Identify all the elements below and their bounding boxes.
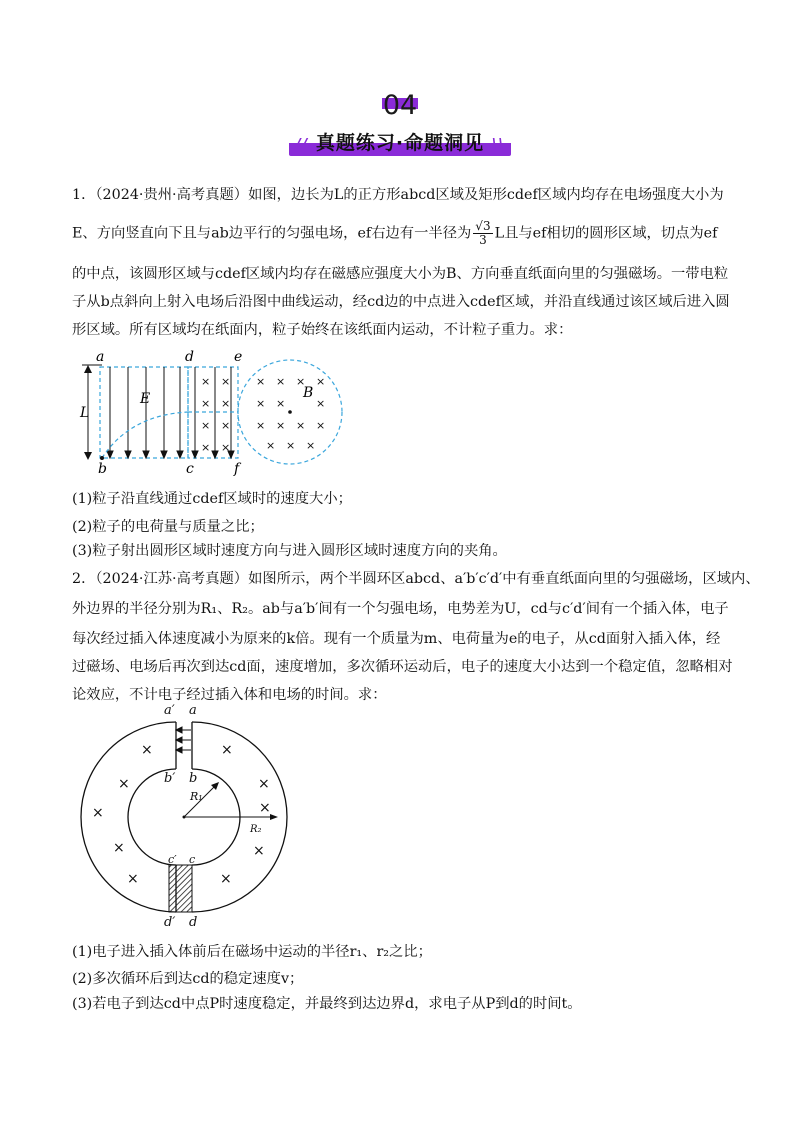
svg-text:×: × <box>201 375 211 388</box>
svg-text:×: × <box>221 397 231 410</box>
q1-label-c: c <box>186 461 194 477</box>
q2-line-2: 外边界的半径分别为R₁、R₂。ab与a′b′间有一个匀强电场，电势差为U，cd与c′d′间有一个插入体，电子 <box>72 601 729 617</box>
svg-text:×: × <box>127 871 139 887</box>
q2-label-d-prime: d′ <box>164 915 176 930</box>
svg-text:×: × <box>220 871 232 887</box>
q2-line-4: 过磁场、电场后再次到达cd面，速度增加，多次循环运动后，电子的速度大小达到一个稳定值，忽略相对 <box>72 659 733 675</box>
svg-text:×: × <box>221 419 231 432</box>
title-slash-right: \\ <box>491 135 505 153</box>
q2-label-c-prime: c′ <box>168 853 177 866</box>
q1-line-5: 形区域。所有区域均在纸面内，粒子始终在该纸面内运动，不计粒子重力。求： <box>72 322 573 338</box>
svg-text:×: × <box>221 375 231 388</box>
q2-label-a-prime: a′ <box>164 703 175 718</box>
q2-label-b: b <box>189 771 198 786</box>
q2-line-3: 每次经过插入体速度减小为原来的k倍。现有一个质量为m、电荷量为e的电子，从cd面射入插入体，经 <box>72 631 721 647</box>
q1-line-2 <box>72 220 717 247</box>
q1-field-lines <box>107 367 234 458</box>
svg-text:×: × <box>221 742 233 758</box>
svg-text:×: × <box>221 441 231 454</box>
q1-line-2a: E、方向竖直向下且与ab边平行的匀强电场，ef右边有一半径为 <box>72 225 472 242</box>
section-title <box>0 128 800 155</box>
svg-text:×: × <box>306 439 316 452</box>
q1-label-a: a <box>96 349 105 365</box>
svg-text:×: × <box>276 375 286 388</box>
svg-text:×: × <box>256 419 266 432</box>
svg-text:×: × <box>316 375 326 388</box>
q2-figure <box>70 700 300 932</box>
q1-label-f: f <box>234 461 240 477</box>
q2-label-c: c <box>189 853 196 866</box>
svg-text:×: × <box>258 776 270 792</box>
svg-text:×: × <box>201 419 211 432</box>
q1-fraction-den: 3 <box>479 233 487 247</box>
q2-label-b-prime: b′ <box>164 771 176 786</box>
q2-label-a: a <box>189 703 197 718</box>
q2-sub-1: (1)电子进入插入体前后在磁场中运动的半径r₁、r₂之比； <box>72 944 432 960</box>
q1-label-E: E <box>140 391 151 407</box>
svg-text:×: × <box>253 843 265 859</box>
q2-sub-2: (2)多次循环后到达cd的稳定速度v； <box>72 971 304 987</box>
q1-label-e: e <box>234 349 243 365</box>
q2-sub-3: (3)若电子到达cd中点P时速度稳定，并最终到达边界d，求电子从P到d的时间t。 <box>72 996 582 1012</box>
q2-line-1: 2．（2024·江苏·高考真题）如图所示，两个半圆环区abcd、a′b′c′d′中有垂直纸面向里的匀强磁场，区域内、 <box>72 571 760 587</box>
title-slash-left: // <box>295 135 309 153</box>
q1-line-4: 子从b点斜向上射入电场后沿图中曲线运动，经cd边的中点进入cdef区域，并沿直线通过该区域后进入圆 <box>72 294 730 310</box>
svg-text:×: × <box>276 419 286 432</box>
svg-text:×: × <box>316 397 326 410</box>
svg-text:×: × <box>92 805 104 821</box>
q1-figure <box>70 345 360 480</box>
svg-text:×: × <box>256 375 266 388</box>
section-title-text: 真题练习·命题洞见 <box>315 132 485 154</box>
svg-text:×: × <box>266 439 276 452</box>
q1-line-1: 1．（2024·贵州·高考真题）如图，边长为L的正方形abcd区域及矩形cdef区域内均存在电场强度大小为 <box>72 187 724 203</box>
svg-text:×: × <box>118 776 130 792</box>
q1-line-2b: L且与ef相切的圆形区域，切点为ef <box>494 225 718 242</box>
q1-field-marks <box>201 375 230 454</box>
q2-label-R2: R₂ <box>250 824 262 835</box>
svg-text:×: × <box>316 419 326 432</box>
q1-sub-1: (1)粒子沿直线通过cdef区域时的速度大小； <box>72 491 352 507</box>
q1-sub-2: (2)粒子的电荷量与质量之比； <box>72 519 264 535</box>
svg-text:×: × <box>276 397 286 410</box>
svg-text:×: × <box>201 441 211 454</box>
q1-line-3: 的中点，该圆形区域与cdef区域内均存在磁感应强度大小为B、方向垂直纸面向里的匀强磁场。一带电粒 <box>72 266 729 282</box>
q2-label-d: d <box>189 915 198 930</box>
q2-field-arrows <box>176 727 191 753</box>
svg-text:×: × <box>256 397 266 410</box>
q1-label-b: b <box>98 461 107 477</box>
svg-text:×: × <box>286 439 296 452</box>
q2-label-R1: R₁ <box>190 790 203 803</box>
q1-label-d: d <box>185 349 194 365</box>
q1-label-B: B <box>303 385 314 401</box>
svg-text:×: × <box>296 375 306 388</box>
section-number: 04 <box>382 90 418 121</box>
svg-text:×: × <box>141 742 153 758</box>
svg-text:×: × <box>113 840 125 856</box>
q1-fraction <box>473 220 492 247</box>
q1-label-L: L <box>80 405 90 421</box>
svg-text:×: × <box>296 419 306 432</box>
q2-line-5: 论效应，不计电子经过插入体和电场的时间。求： <box>72 687 387 703</box>
q1-sub-3: (3)粒子射出圆形区域时速度方向与进入圆形区域时速度方向的夹角。 <box>72 543 507 559</box>
svg-text:×: × <box>201 397 211 410</box>
q1-fraction-num: √3 <box>475 219 491 233</box>
svg-text:×: × <box>259 800 271 816</box>
